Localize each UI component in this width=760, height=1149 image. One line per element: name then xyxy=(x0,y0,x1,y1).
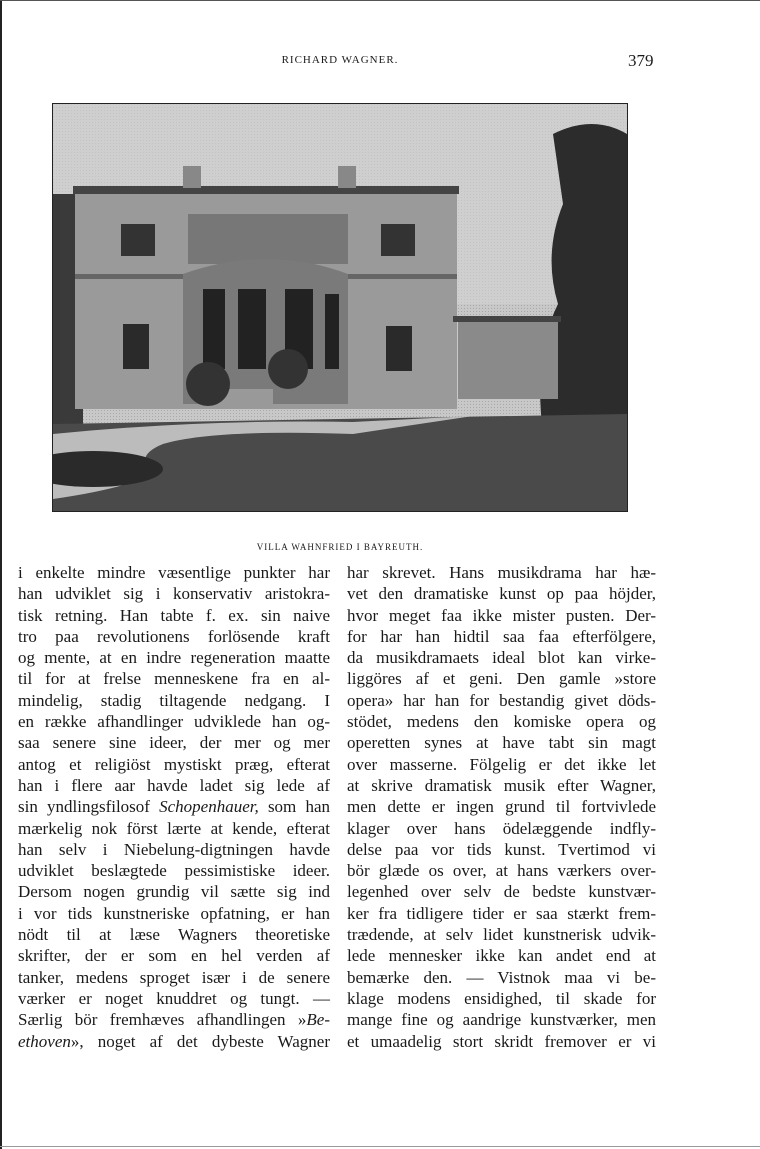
scan-edge-top xyxy=(0,0,760,1)
text-line: hvor meget faa ikke mister pusten. Der- xyxy=(347,605,656,625)
text-line: for har han hidtil saa faa efterfölgere, xyxy=(347,626,656,646)
running-title: RICHARD WAGNER. xyxy=(281,54,399,66)
text-line: tanker, medens sproget især i de senere xyxy=(18,967,330,987)
text-line: tisk retning. Han tabte f. ex. sin naive xyxy=(18,605,330,625)
text-line: i enkelte mindre væsentlige punkter har xyxy=(18,563,330,582)
italic-title: Be- xyxy=(306,1010,330,1030)
text-line: da musikdramaets ideal blot kan virke- xyxy=(347,648,656,668)
text-line: han i flere aar havde ladet sig lede af xyxy=(18,775,330,795)
scan-edge-left xyxy=(0,0,2,1149)
text-line: ker fra tidligere tider er saa stærkt frem- xyxy=(347,903,656,923)
text-line: værker er noget knuddret og tungt. — xyxy=(18,988,330,1008)
text-line: han udviklet sig i konservativ aristokra- xyxy=(18,584,330,604)
text-line: saa senere sine ideer, der mer og mer xyxy=(18,733,330,753)
text-line: mærkelig nok först lærte at kende, efterat xyxy=(18,818,330,838)
text-line: har skrevet. Hans musikdrama har hæ- xyxy=(347,563,656,582)
text-line: legenhed over selv de bedste kunstvær- xyxy=(347,882,656,902)
text-line: han selv i Niebelung-digtningen havde xyxy=(18,839,330,859)
text-column-left xyxy=(18,562,330,1052)
text-line: klage modens ensidighed, til skade for xyxy=(347,988,656,1008)
text-segment: som han xyxy=(258,797,330,817)
text-line: men dette er ingen grund til fortvivlede xyxy=(347,797,656,817)
text-line: delse paa vor tids kunst. Tvertimod vi xyxy=(347,839,656,859)
text-line: over masserne. Fölgelig er det ikke let xyxy=(347,754,656,774)
text-line: og mente, at en indre regeneration maatte xyxy=(18,648,330,668)
text-line: stödet, medens den komiske opera og xyxy=(347,712,656,732)
text-line: Dersom nogen grundig vil sætte sig ind xyxy=(18,882,330,902)
text-line: operetten synes at have tabt sin magt xyxy=(347,733,656,753)
text-line: bör glæde os over, at hans værkers over- xyxy=(347,861,656,881)
text-line: liggöres af et geni. Den gamle »store xyxy=(347,669,656,689)
text-line: til for at frelse menneskene fra en al- xyxy=(18,669,330,689)
page-number: 379 xyxy=(628,51,654,70)
villa-photograph xyxy=(52,103,628,512)
text-line: at skrive dramatisk musik efter Wagner, xyxy=(347,775,656,795)
text-line: klager over hans ödelæggende indfly- xyxy=(347,818,656,838)
text-line: et umaadelig stort skridt fremover er vi xyxy=(347,1031,656,1051)
text-column-right xyxy=(347,562,656,1052)
text-line: mindelig, stadig tiltagende nedgang. I xyxy=(18,690,330,710)
text-line xyxy=(18,796,330,817)
text-line: nödt til at læse Wagners theoretiske xyxy=(18,925,330,945)
figure-caption: VILLA WAHNFRIED I BAYREUTH. xyxy=(256,542,424,552)
text-line: udviklet beslægtede pessimistiske ideer. xyxy=(18,861,330,881)
text-line: en række afhandlinger udviklede han og- xyxy=(18,712,330,732)
text-line: bemærke den. — Vistnok maa vi be- xyxy=(347,967,656,987)
text-line: opera» har han for bestandig givet döds- xyxy=(347,690,656,710)
text-line: trædende, at selv lidet kunstnerisk udvik- xyxy=(347,925,656,945)
text-line: skrifter, der er som en hel verden af xyxy=(18,946,330,966)
text-line: lede mennesker ikke kan andet end at xyxy=(347,946,656,966)
italic-title: ethoven xyxy=(18,1031,71,1051)
text-line: i vor tids kunstneriske opfatning, er han xyxy=(18,903,330,923)
text-segment: », noget af det dybeste Wagner xyxy=(70,1031,330,1051)
text-line: vet den dramatiske kunst op paa höjder, xyxy=(347,584,656,604)
text-line xyxy=(18,1031,330,1052)
text-line: tro paa revolutionens forlösende kraft xyxy=(18,626,330,646)
text-line: antog et religiöst mystiskt præg, efterat xyxy=(18,754,330,774)
scan-edge-bottom xyxy=(0,1146,760,1147)
text-line: mange fine og aandrige kunstværker, men xyxy=(347,1010,656,1030)
text-segment: sin yndlingsfilosof xyxy=(18,797,160,817)
text-line xyxy=(18,1009,330,1030)
italic-title: Schopenhauer, xyxy=(159,797,259,817)
text-segment: Særlig bör fremhæves afhandlingen » xyxy=(18,1010,307,1030)
